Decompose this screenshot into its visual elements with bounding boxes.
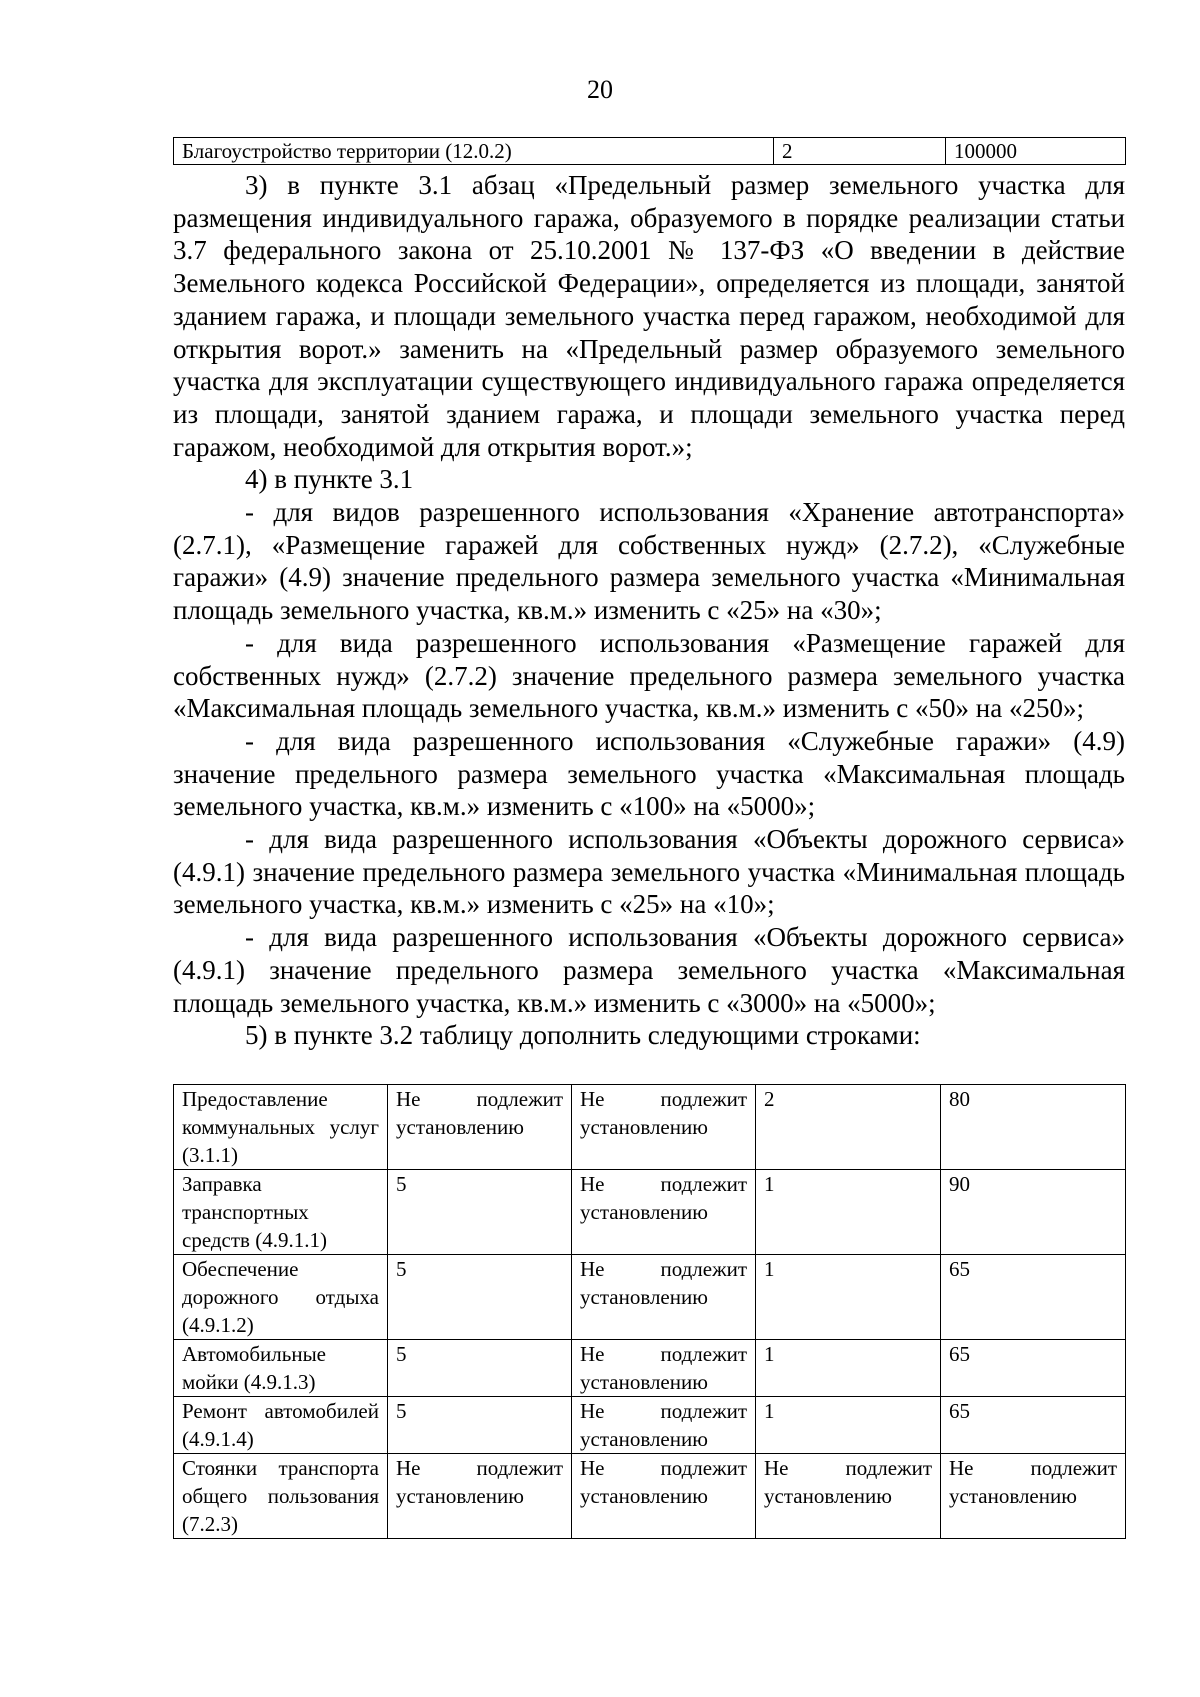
table-cell: Не подлежит установлению xyxy=(572,1454,756,1539)
table-row xyxy=(174,1397,1126,1454)
paragraph: 5) в пункте 3.2 таблицу дополнить следующими строками: xyxy=(245,1020,921,1051)
table-cell: 90 xyxy=(941,1170,1126,1255)
table-cell: Заправка транспортных средств (4.9.1.1) xyxy=(174,1170,388,1255)
table-cell: 2 xyxy=(756,1085,941,1170)
paragraph: - для вида разрешенного использования «Служебные гаражи» (4.9) значение предельного размера земельного участка «Максимальная площадь земельного участка, кв.м.» изменить с «100» на «5000»; xyxy=(173,725,1125,822)
table-cell: 2 xyxy=(774,138,946,165)
bottom-table xyxy=(173,1084,1126,1539)
table-cell: Стоянки транспорта общего пользования (7.2.3) xyxy=(174,1454,388,1539)
table-cell: 65 xyxy=(941,1255,1126,1340)
table-cell: 5 xyxy=(388,1340,572,1397)
table-cell: 1 xyxy=(756,1397,941,1454)
paragraph: 4) в пункте 3.1 xyxy=(245,464,414,495)
table-row xyxy=(174,1170,1126,1255)
paragraph: 3) в пункте 3.1 абзац «Предельный размер земельного участка для размещения индивидуального гаража, образуемого в порядке реализации статьи 3.7 федерального закона от 25.10.2001 № 137-ФЗ «О введении в действие Земельного кодекса Российской Федерации», определяется из площади, занятой зданием гаража, и площади земельного участка перед гаражом, необходимой для открытия ворот.» заменить на «Предельный размер образуемого земельного участка для эксплуатации существующего индивидуального гаража определяется из площади, занятой зданием гаража, и площади земельного участка перед гаражом, необходимой для открытия ворот.»; xyxy=(173,170,1125,462)
table-cell: 65 xyxy=(941,1340,1126,1397)
table-cell: Не подлежит установлению xyxy=(756,1454,941,1539)
table-cell: 5 xyxy=(388,1397,572,1454)
table-cell: Не подлежит установлению xyxy=(572,1085,756,1170)
table-cell: Не подлежит установлению xyxy=(572,1397,756,1454)
table-cell: Благоустройство территории (12.0.2) xyxy=(174,138,774,165)
table-cell: Не подлежит установлению xyxy=(572,1340,756,1397)
table-cell: Не подлежит установлению xyxy=(388,1454,572,1539)
table-cell: Не подлежит установлению xyxy=(388,1085,572,1170)
table-cell: Ремонт автомобилей (4.9.1.4) xyxy=(174,1397,388,1454)
paragraph: - для вида разрешенного использования «Объекты дорожного сервиса» (4.9.1) значение предельного размера земельного участка «Минимальная площадь земельного участка, кв.м.» изменить с «25» на «10»; xyxy=(173,824,1125,920)
table-cell: Предоставление коммунальных услуг (3.1.1) xyxy=(174,1085,388,1170)
table-cell: Не подлежит установлению xyxy=(572,1170,756,1255)
table-cell: 1 xyxy=(756,1255,941,1340)
document-body xyxy=(173,169,1125,1052)
paragraph: - для вида разрешенного использования «Размещение гаражей для собственных нужд» (2.7.2) значение предельного размера земельного участка «Максимальная площадь земельного участка, кв.м.» изменить с «50» на «250»; xyxy=(173,627,1125,724)
table-cell: Обеспечение дорожного отдыха (4.9.1.2) xyxy=(174,1255,388,1340)
table-row xyxy=(174,1255,1126,1340)
table-cell: Автомобильные мойки (4.9.1.3) xyxy=(174,1340,388,1397)
top-table xyxy=(173,137,1126,165)
table-cell: 1 xyxy=(756,1170,941,1255)
table-row xyxy=(174,1085,1126,1170)
table-cell: 100000 xyxy=(946,138,1126,165)
table-cell: Не подлежит установлению xyxy=(941,1454,1126,1539)
table-cell: 65 xyxy=(941,1397,1126,1454)
table-cell: Не подлежит установлению xyxy=(572,1255,756,1340)
table-cell: 5 xyxy=(388,1255,572,1340)
paragraph: - для видов разрешенного использования «Хранение автотранспорта» (2.7.1), «Размещение гаражей для собственных нужд» (2.7.2), «Служебные гаражи» (4.9) значение предельного размера земельного участка «Минимальная площадь земельного участка, кв.м.» изменить с «25» на «30»; xyxy=(173,497,1125,626)
table-cell: 5 xyxy=(388,1170,572,1255)
paragraph: - для вида разрешенного использования «Объекты дорожного сервиса» (4.9.1) значение предельного размера земельного участка «Максимальная площадь земельного участка, кв.м.» изменить с «3000» на «5000»; xyxy=(173,922,1125,1018)
table-cell: 1 xyxy=(756,1340,941,1397)
table-cell: 80 xyxy=(941,1085,1126,1170)
table-row xyxy=(174,1340,1126,1397)
table-row xyxy=(174,1454,1126,1539)
page-number: 20 xyxy=(587,75,613,104)
table-row xyxy=(174,138,1126,165)
